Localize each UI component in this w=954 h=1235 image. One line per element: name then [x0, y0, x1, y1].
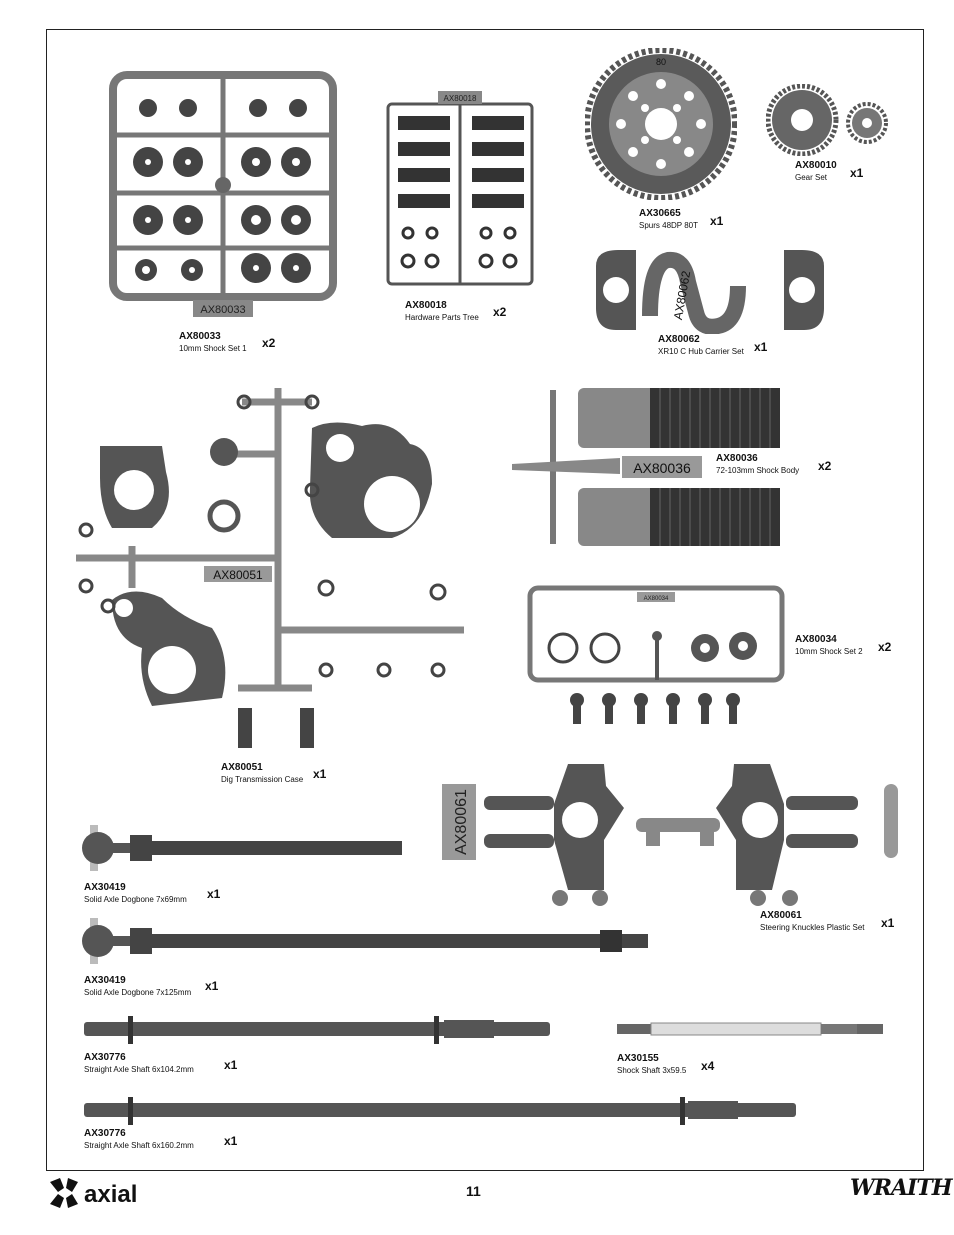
part-code: AX80010 — [795, 160, 837, 171]
sprue-tag-ax80061: AX80061 — [453, 789, 470, 855]
part-qty: x1 — [224, 1058, 238, 1072]
part-label-ax80036 — [716, 453, 799, 475]
sprue-tag-ax80034: AX80034 — [643, 596, 669, 602]
part-image-ax30665 — [585, 48, 737, 200]
part-label-ax80061 — [760, 910, 865, 932]
part-code: AX80033 — [179, 331, 221, 342]
part-code: AX30419 — [84, 882, 126, 893]
part-label-ax30419-125 — [84, 975, 191, 997]
part-desc: Solid Axle Dogbone 7x69mm — [84, 894, 187, 904]
part-image-ax80010 — [766, 84, 890, 156]
part-qty: x1 — [881, 916, 895, 930]
part-qty: x1 — [313, 767, 327, 781]
part-code: AX30419 — [84, 975, 126, 986]
part-label-ax30419-69 — [84, 882, 187, 904]
part-image-ax30776-104 — [84, 1016, 550, 1044]
part-label-ax30776-104 — [84, 1052, 194, 1074]
part-code: AX80034 — [795, 634, 837, 645]
part-code: AX80018 — [405, 300, 447, 311]
part-code: AX30155 — [617, 1053, 659, 1064]
part-qty: x2 — [262, 336, 276, 350]
part-code: AX80051 — [221, 762, 263, 773]
sprue-tag-ax80036: AX80036 — [633, 460, 691, 476]
part-desc: Straight Axle Shaft 6x160.2mm — [84, 1140, 194, 1150]
part-image-ax80018 — [386, 88, 536, 288]
part-label-ax80010 — [795, 160, 837, 182]
part-code: AX80061 — [760, 910, 802, 921]
part-label-ax80034 — [795, 634, 863, 656]
part-image-ax80033 — [108, 70, 338, 320]
part-code: AX30776 — [84, 1128, 126, 1139]
part-desc: 72-103mm Shock Body — [716, 465, 800, 475]
part-image-ax80061 — [440, 760, 900, 910]
part-qty: x2 — [493, 305, 507, 319]
part-qty: x1 — [850, 166, 864, 180]
part-code: AX80036 — [716, 453, 758, 464]
sprue-tag-ax80018: AX80018 — [443, 94, 477, 103]
product-logo-text: WRAITH — [850, 1175, 952, 1201]
part-label-ax30155 — [617, 1053, 686, 1075]
gear-tooth-count: 80 — [655, 57, 667, 67]
sprue-tag-ax80033: AX80033 — [200, 304, 246, 316]
part-qty: x1 — [205, 979, 219, 993]
part-label-ax80033 — [179, 331, 247, 353]
part-label-ax30665 — [639, 208, 698, 230]
part-desc: 10mm Shock Set 1 — [179, 343, 247, 353]
part-label-ax80018 — [405, 300, 479, 322]
part-image-ax30419-125 — [80, 918, 650, 964]
part-code: AX30665 — [639, 208, 681, 219]
axial-logo — [46, 1176, 180, 1210]
part-image-ax80062 — [588, 246, 830, 334]
part-qty: x4 — [701, 1059, 715, 1073]
page-number: 11 — [466, 1183, 481, 1199]
wraith-logo — [850, 1175, 952, 1201]
brand-logo-text: axial — [84, 1181, 138, 1208]
part-label-ax80051 — [221, 762, 303, 784]
sprue-tag-ax80062: AX80062 — [670, 269, 694, 321]
part-image-ax30419-69 — [80, 825, 402, 871]
part-code: AX80062 — [658, 334, 700, 345]
part-qty: x1 — [224, 1134, 238, 1148]
part-desc: Steering Knuckles Plastic Set — [760, 922, 865, 932]
part-image-ax30776-160 — [84, 1097, 798, 1125]
part-desc: Dig Transmission Case — [221, 774, 304, 784]
part-qty: x1 — [710, 214, 724, 228]
part-desc: 10mm Shock Set 2 — [795, 646, 863, 656]
part-code: AX30776 — [84, 1052, 126, 1063]
part-desc: Shock Shaft 3x59.5 — [617, 1065, 687, 1075]
part-image-ax30155 — [617, 1021, 883, 1037]
part-desc: XR10 C Hub Carrier Set — [658, 346, 744, 356]
part-qty: x1 — [754, 340, 768, 354]
part-qty: x2 — [878, 640, 892, 654]
part-desc: Gear Set — [795, 172, 828, 182]
sprue-tag-ax80051: AX80051 — [213, 568, 263, 582]
part-label-ax80062 — [658, 334, 744, 356]
part-desc: Straight Axle Shaft 6x104.2mm — [84, 1064, 194, 1074]
part-desc: Solid Axle Dogbone 7x125mm — [84, 987, 192, 997]
part-label-ax30776-160 — [84, 1128, 194, 1150]
part-qty: x2 — [818, 459, 832, 473]
part-desc: Spurs 48DP 80T — [639, 220, 698, 230]
part-image-ax80034 — [527, 584, 787, 734]
part-qty: x1 — [207, 887, 221, 901]
part-desc: Hardware Parts Tree — [405, 312, 479, 322]
part-image-ax80051 — [72, 388, 467, 756]
